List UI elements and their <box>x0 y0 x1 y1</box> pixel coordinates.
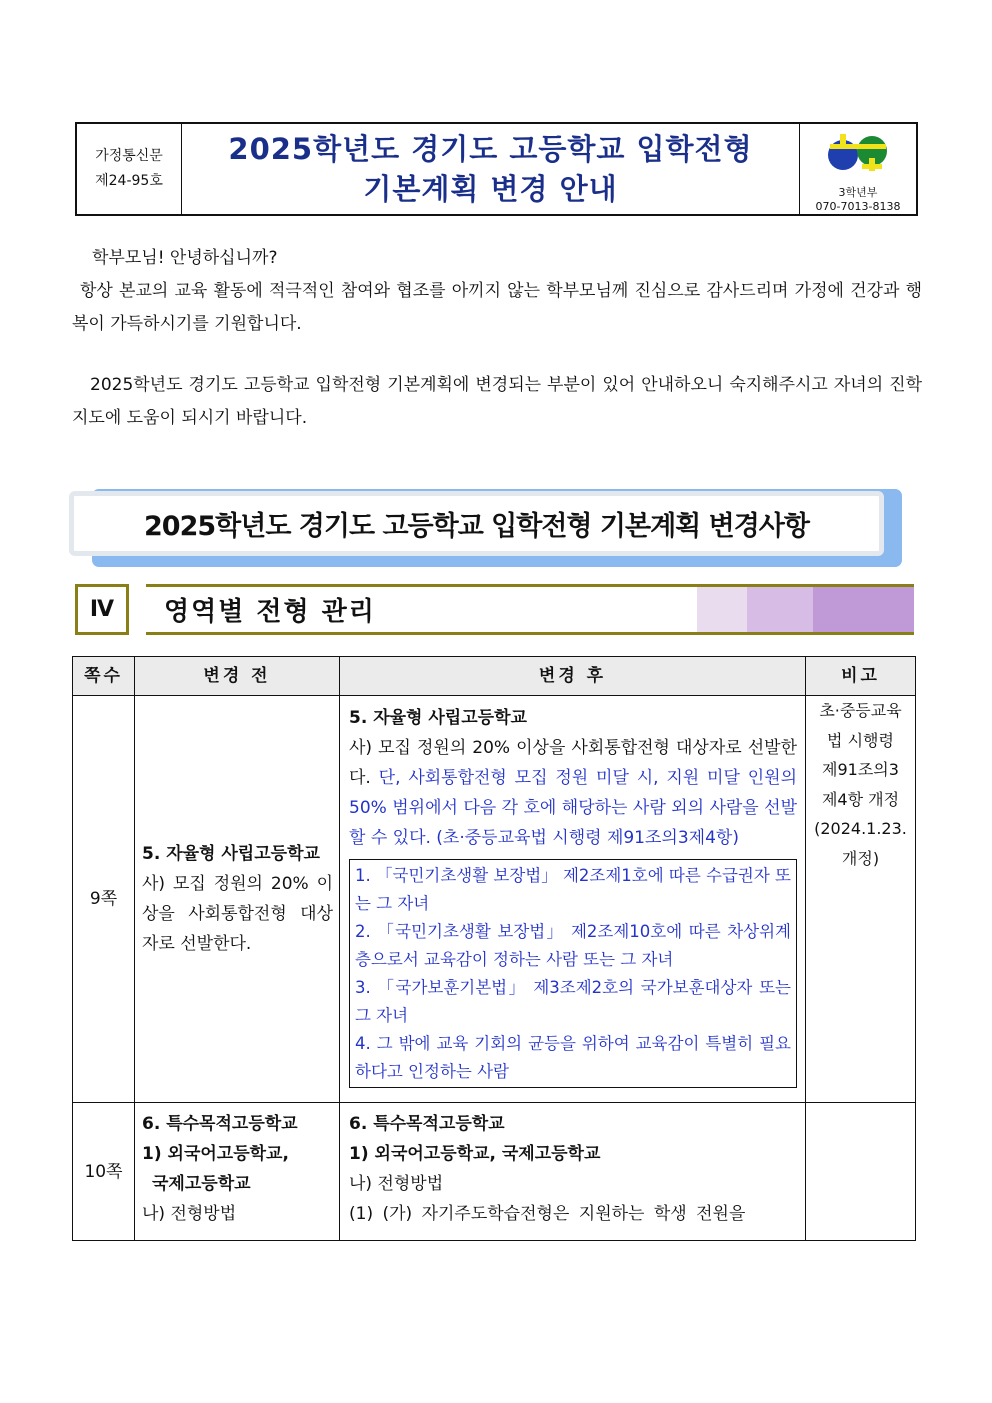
list-item: 1. 「국민기초생활 보장법」 제2조제1호에 따른 수급권자 또는 그 자녀 <box>355 866 791 913</box>
greeting: 학부모님! 안녕하십니까? <box>92 248 278 268</box>
after-line: 1) 외국어고등학교, 국제고등학교 <box>349 1144 601 1164</box>
after-cell <box>340 1103 806 1241</box>
note-line: 법 시행령 <box>827 730 894 750</box>
changes-table <box>72 656 916 1241</box>
section-rule-bottom <box>146 632 914 635</box>
before-line: 1) 외국어고등학교, <box>142 1144 289 1164</box>
school-logo-icon <box>826 132 890 172</box>
newsletter-number: 제24-95호 <box>95 173 163 189</box>
before-line: 6. 특수목적고등학교 <box>142 1114 298 1134</box>
school-info-cell <box>799 124 916 214</box>
before-title: 5. 자율형 사립고등학교 <box>142 844 320 864</box>
title-line-2: 기본계획 변경 안내 <box>363 172 618 206</box>
table-row <box>73 1103 916 1241</box>
note-line: 초·중등교육 <box>819 701 902 720</box>
header-page: 쪽수 <box>73 657 135 696</box>
changes-banner <box>69 491 884 556</box>
document-title <box>182 124 799 214</box>
newsletter-id-cell <box>77 124 182 214</box>
after-body-added: 단, 사회통합전형 모집 정원 미달 시, 지원 미달 인원의 50% 범위에서 다음 각 호에 해당하는 사람 외의 사람을 선발할 수 있다. (초·중등교육법 시행령 제91조의3제4항) <box>349 768 797 848</box>
phone-number: 070-7013-8138 <box>815 200 901 213</box>
list-item: 3. 「국가보훈기본법」 제3조제2호의 국가보훈대상자 또는 그 자녀 <box>355 978 791 1025</box>
exception-list <box>349 859 797 1088</box>
before-body: 사) 모집 정원의 20% 이상을 사회통합전형 대상자로 선발한다. <box>142 874 333 954</box>
after-body-unchanged: 사) 모집 정원의 20% 이상을 사회통합전형 대상자로 선발한다. <box>349 738 797 788</box>
section-decor-block-1 <box>697 587 747 632</box>
before-cell <box>135 696 340 1103</box>
intro-paragraph-1: 항상 본교의 교육 활동에 적극적인 참여와 협조를 아끼지 않는 학부모님께 진심으로 감사드리며 가정에 건강과 행복이 가득하시기를 기원합니다. <box>72 281 922 334</box>
page-cell: 10쪽 <box>73 1103 135 1241</box>
after-body <box>349 733 797 853</box>
note-line: 제91조의3 <box>822 760 899 779</box>
title-line-1: 2025학년도 경기도 고등학교 입학전형 <box>228 132 753 166</box>
intro-paragraph-2: 2025학년도 경기도 고등학교 입학전형 기본계획에 변경되는 부분이 있어 안내하오니 숙지해주시고 자녀의 진학 지도에 도움이 되시기 바랍니다. <box>72 375 922 428</box>
before-line: 국제고등학교 <box>152 1174 251 1194</box>
table-header-row <box>73 657 916 696</box>
note-line: 제4항 개정 <box>821 789 900 809</box>
table-row <box>73 696 916 1103</box>
section-title: 영역별 전형 관리 <box>164 597 376 627</box>
after-line: 나) 전형방법 <box>349 1174 444 1194</box>
newsletter-header <box>75 122 918 216</box>
newsletter-label: 가정통신문 <box>95 148 163 164</box>
after-line: 6. 특수목적고등학교 <box>349 1114 505 1134</box>
after-cell <box>340 696 806 1103</box>
header-note: 비고 <box>806 657 916 696</box>
section-decor-block-2 <box>747 587 813 632</box>
header-before: 변경 전 <box>135 657 340 696</box>
header-after: 변경 후 <box>340 657 806 696</box>
note-line: (2024.1.23. <box>814 819 907 838</box>
list-item: 2. 「국민기초생활 보장법」 제2조제10호에 따른 차상위계층으로서 교육감이 정하는 사람 또는 그 자녀 <box>355 922 791 969</box>
after-line: (1) (가) 자기주도학습전형은 지원하는 학생 전원을 <box>349 1204 746 1224</box>
department-label: 3학년부 <box>838 186 878 199</box>
banner-title: 2025학년도 경기도 고등학교 입학전형 기본계획 변경사항 <box>144 511 809 542</box>
note-line: 개정) <box>841 848 880 868</box>
note-cell <box>806 1103 916 1241</box>
page-cell: 9쪽 <box>73 696 135 1103</box>
list-item: 4. 그 밖에 교육 기회의 균등을 위하여 교육감이 특별히 필요하다고 인정하는 사람 <box>355 1034 791 1081</box>
note-cell <box>806 696 916 1103</box>
before-cell <box>135 1103 340 1241</box>
section-decor-block-3 <box>813 587 914 632</box>
section-number: Ⅳ <box>75 584 129 635</box>
before-line: 나) 전형방법 <box>142 1204 237 1224</box>
after-title: 5. 자율형 사립고등학교 <box>349 708 527 728</box>
